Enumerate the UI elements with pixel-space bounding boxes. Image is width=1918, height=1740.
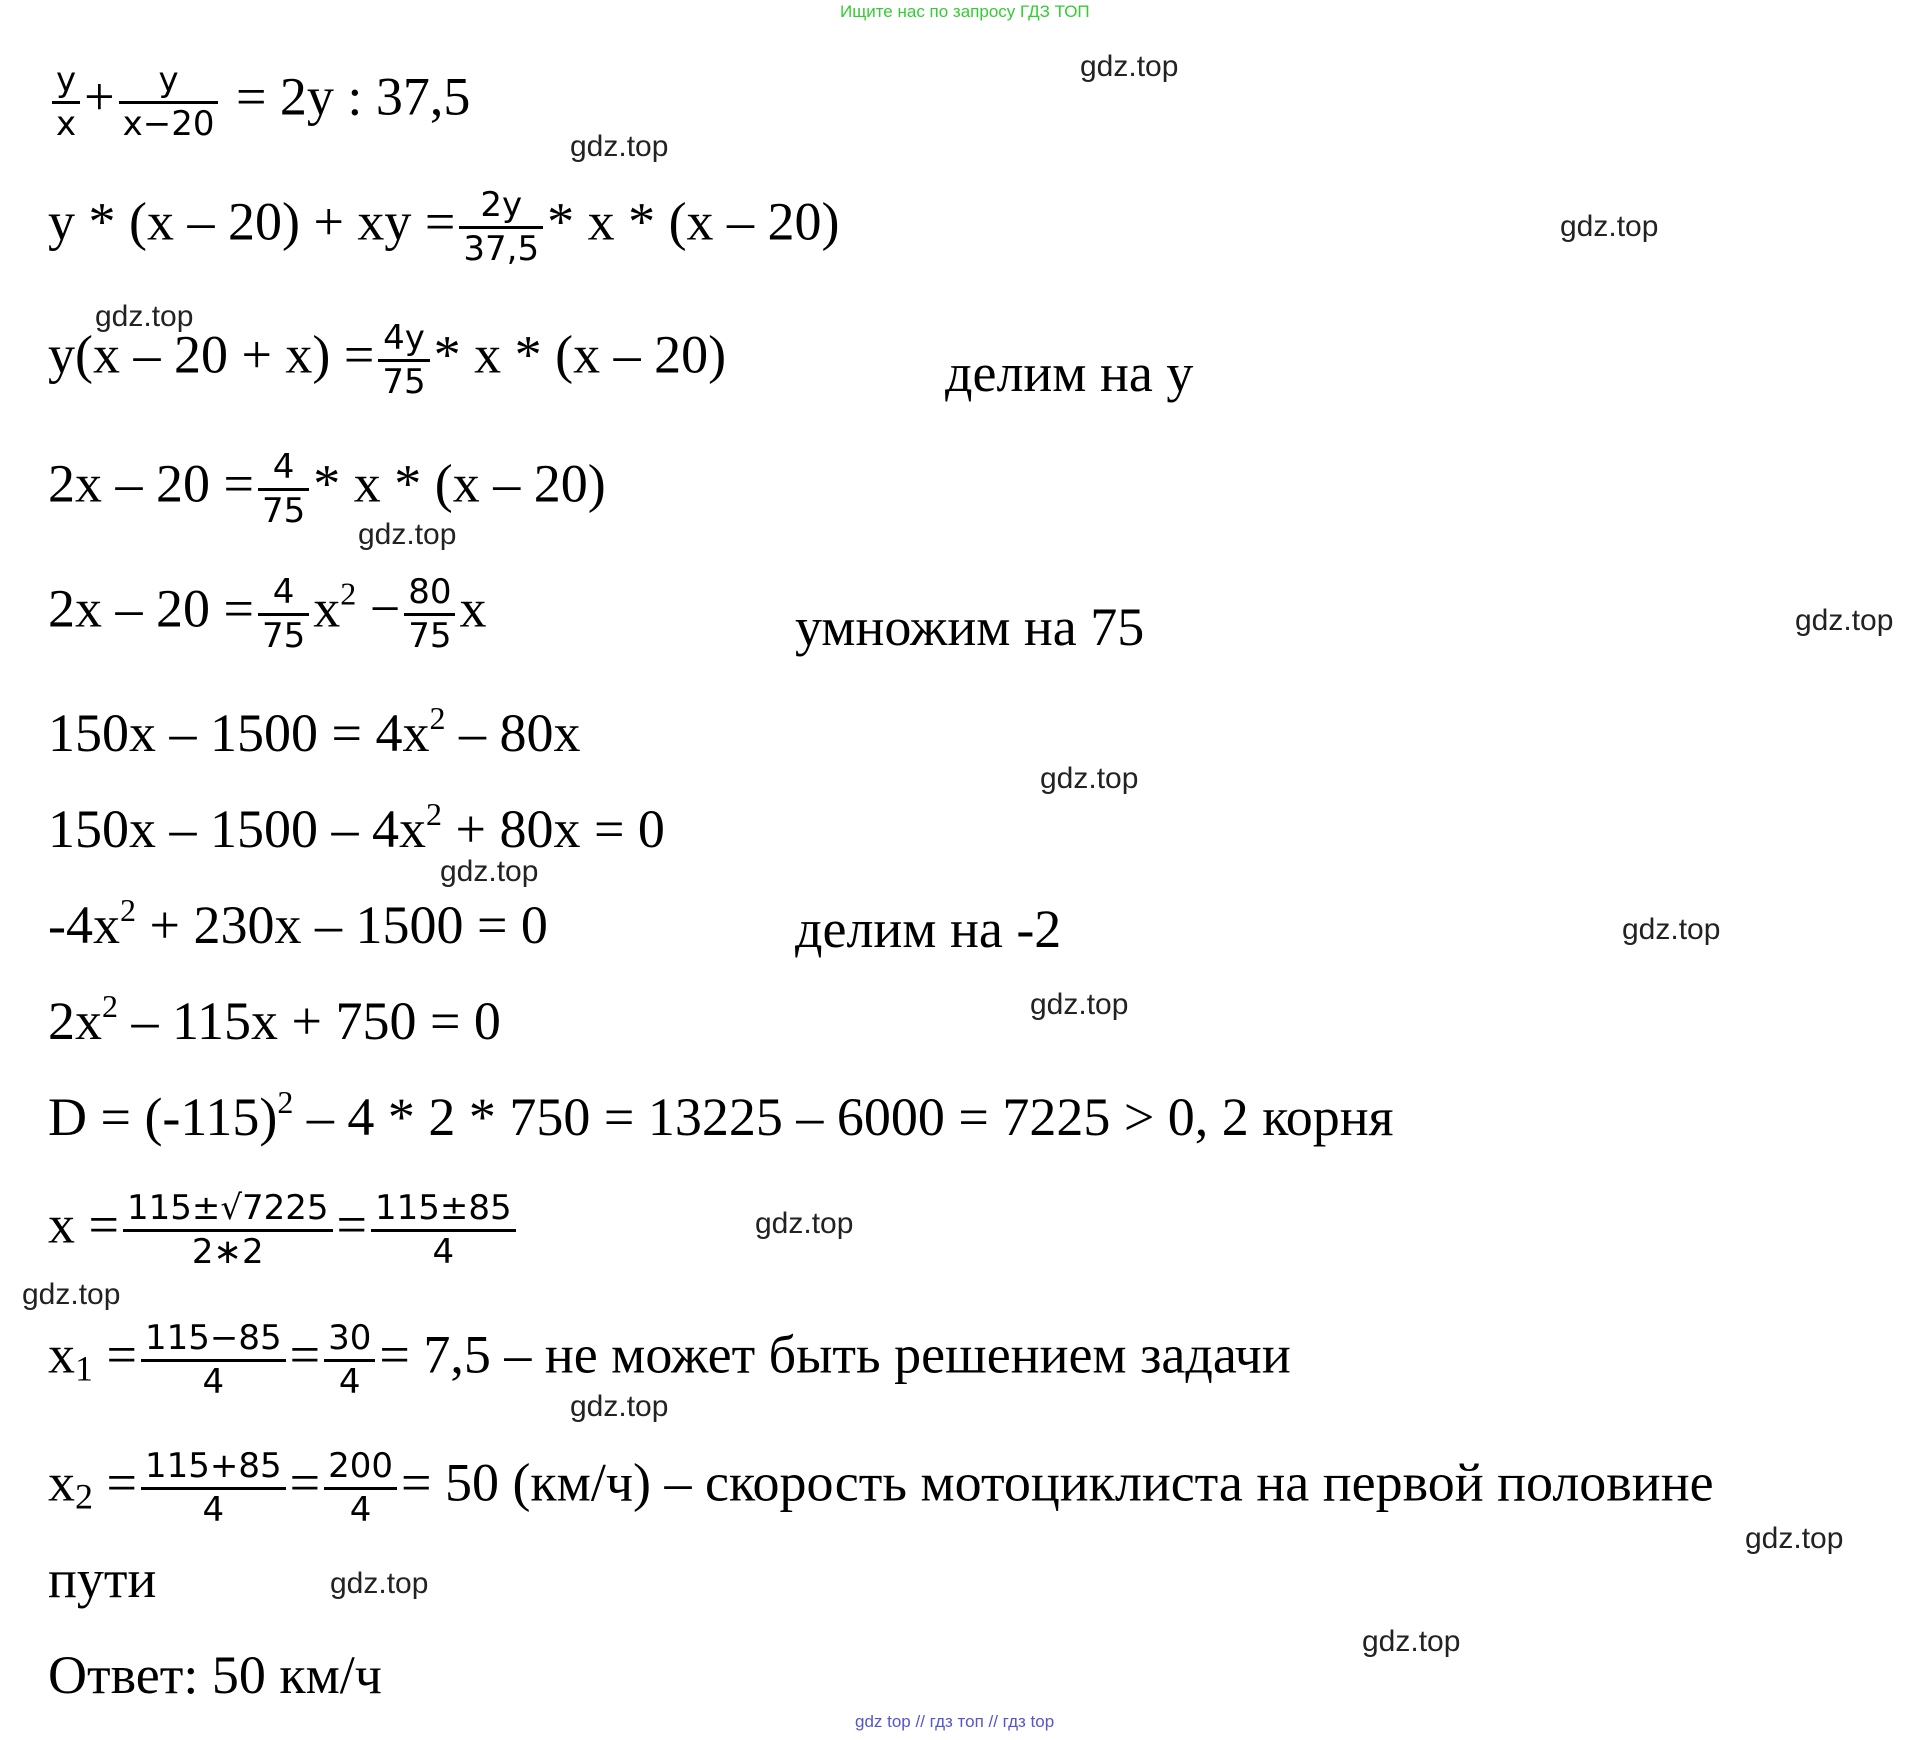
fraction: $\frac{4}{75}$ bbox=[258, 447, 309, 532]
watermark: gdz.top bbox=[330, 1567, 429, 1600]
answer-line: Ответ: 50 км/ч bbox=[48, 1645, 382, 1705]
watermark: gdz.top bbox=[95, 300, 194, 333]
watermark: gdz.top bbox=[1795, 604, 1894, 637]
note-multiply-75: умножим на 75 bbox=[795, 597, 1145, 657]
equation-line-8: $-4x^2 + 230x - 1500 = 0$ bbox=[48, 892, 548, 955]
fraction: $\frac{115\pm 85}{4}$ bbox=[371, 1188, 516, 1273]
equation-line-11: x = $\frac{115\pm√7225}{2∗2}$ = $\frac{115\pm 85}{4}$ bbox=[48, 1188, 520, 1273]
watermark: gdz.top bbox=[1030, 988, 1129, 1021]
fraction: $\frac{115\pm√7225}{2∗2}$ bbox=[123, 1188, 333, 1273]
equation-line-9: $2x^2 - 115x + 750 = 0$ bbox=[48, 988, 501, 1051]
note-divide-y: делим на y bbox=[945, 343, 1194, 403]
fraction: $\frac{30}{4}$ bbox=[324, 1318, 375, 1403]
equation-line-2: y * (x – 20) + xy = $\frac{2y}{37,5}$ * x * (x – 20) bbox=[48, 185, 840, 269]
watermark: gdz.top bbox=[570, 130, 669, 163]
equation-line-3: y(x – 20 + x) = $\frac{4y}{75}$ * x * (x – 20) bbox=[48, 318, 727, 402]
watermark: gdz.top bbox=[1040, 762, 1139, 795]
fraction: $\frac{115+85}{4}$ bbox=[141, 1446, 286, 1531]
watermark: gdz.top bbox=[1560, 210, 1659, 243]
fraction: $\frac{y}{x}$ bbox=[52, 60, 80, 145]
fraction: $\frac{2y}{37,5}$ bbox=[459, 185, 543, 270]
watermark: gdz.top bbox=[1362, 1625, 1461, 1658]
watermark: gdz.top bbox=[358, 518, 457, 551]
watermark: gdz.top bbox=[1622, 913, 1721, 946]
equation-line-14: пути bbox=[48, 1549, 157, 1609]
watermark: gdz.top bbox=[1745, 1522, 1844, 1555]
top-banner: Ищите нас по запросу ГДЗ ТОП bbox=[840, 2, 1090, 21]
equation-line-5: 2x – 20 = $\frac{4}{75}$ $x^2$ − $\frac{80}{75}$ x bbox=[48, 572, 487, 656]
fraction: $\frac{200}{4}$ bbox=[324, 1446, 397, 1531]
equation-line-1: $\frac{y}{x}$ + $\frac{y}{x-20}$ = 2y : 37,5 bbox=[48, 60, 470, 145]
fraction: $\frac{80}{75}$ bbox=[404, 572, 455, 657]
equation-line-10: $D = (-115)^2 - 4 * 2 * 750 = 13225 - 6000 = 7225 > 0$, 2 корня bbox=[48, 1084, 1394, 1147]
equation-line-12: $x_1$ = $\frac{115-85}{4}$ = $\frac{30}{4}$ = 7,5 – не может быть решением задачи bbox=[48, 1318, 1291, 1402]
watermark: gdz.top bbox=[755, 1207, 854, 1240]
bottom-banner: gdz top // гдз топ // гдз top bbox=[855, 1712, 1055, 1731]
fraction: $\frac{y}{x-20}$ bbox=[119, 60, 219, 145]
fraction: $\frac{4}{75}$ bbox=[258, 572, 309, 657]
equation-line-13: $x_2$ = $\frac{115+85}{4}$ = $\frac{200}{4}$ = 50 (км/ч) – скорость мотоциклиста на первой половине bbox=[48, 1446, 1714, 1530]
watermark: gdz.top bbox=[22, 1278, 121, 1311]
watermark: gdz.top bbox=[440, 855, 539, 888]
fraction: $\frac{4y}{75}$ bbox=[378, 318, 429, 403]
equation-line-4: 2x – 20 = $\frac{4}{75}$ * x * (x – 20) bbox=[48, 447, 606, 531]
note-divide-minus-2: делим на -2 bbox=[795, 899, 1062, 959]
equation-line-6: $150x - 1500 = 4x^2 - 80x$ bbox=[48, 700, 581, 763]
equation-line-7: $150x - 1500 - 4x^2 + 80x = 0$ bbox=[48, 796, 665, 859]
watermark: gdz.top bbox=[1080, 50, 1179, 83]
watermark: gdz.top bbox=[570, 1390, 669, 1423]
fraction: $\frac{115-85}{4}$ bbox=[141, 1318, 286, 1403]
